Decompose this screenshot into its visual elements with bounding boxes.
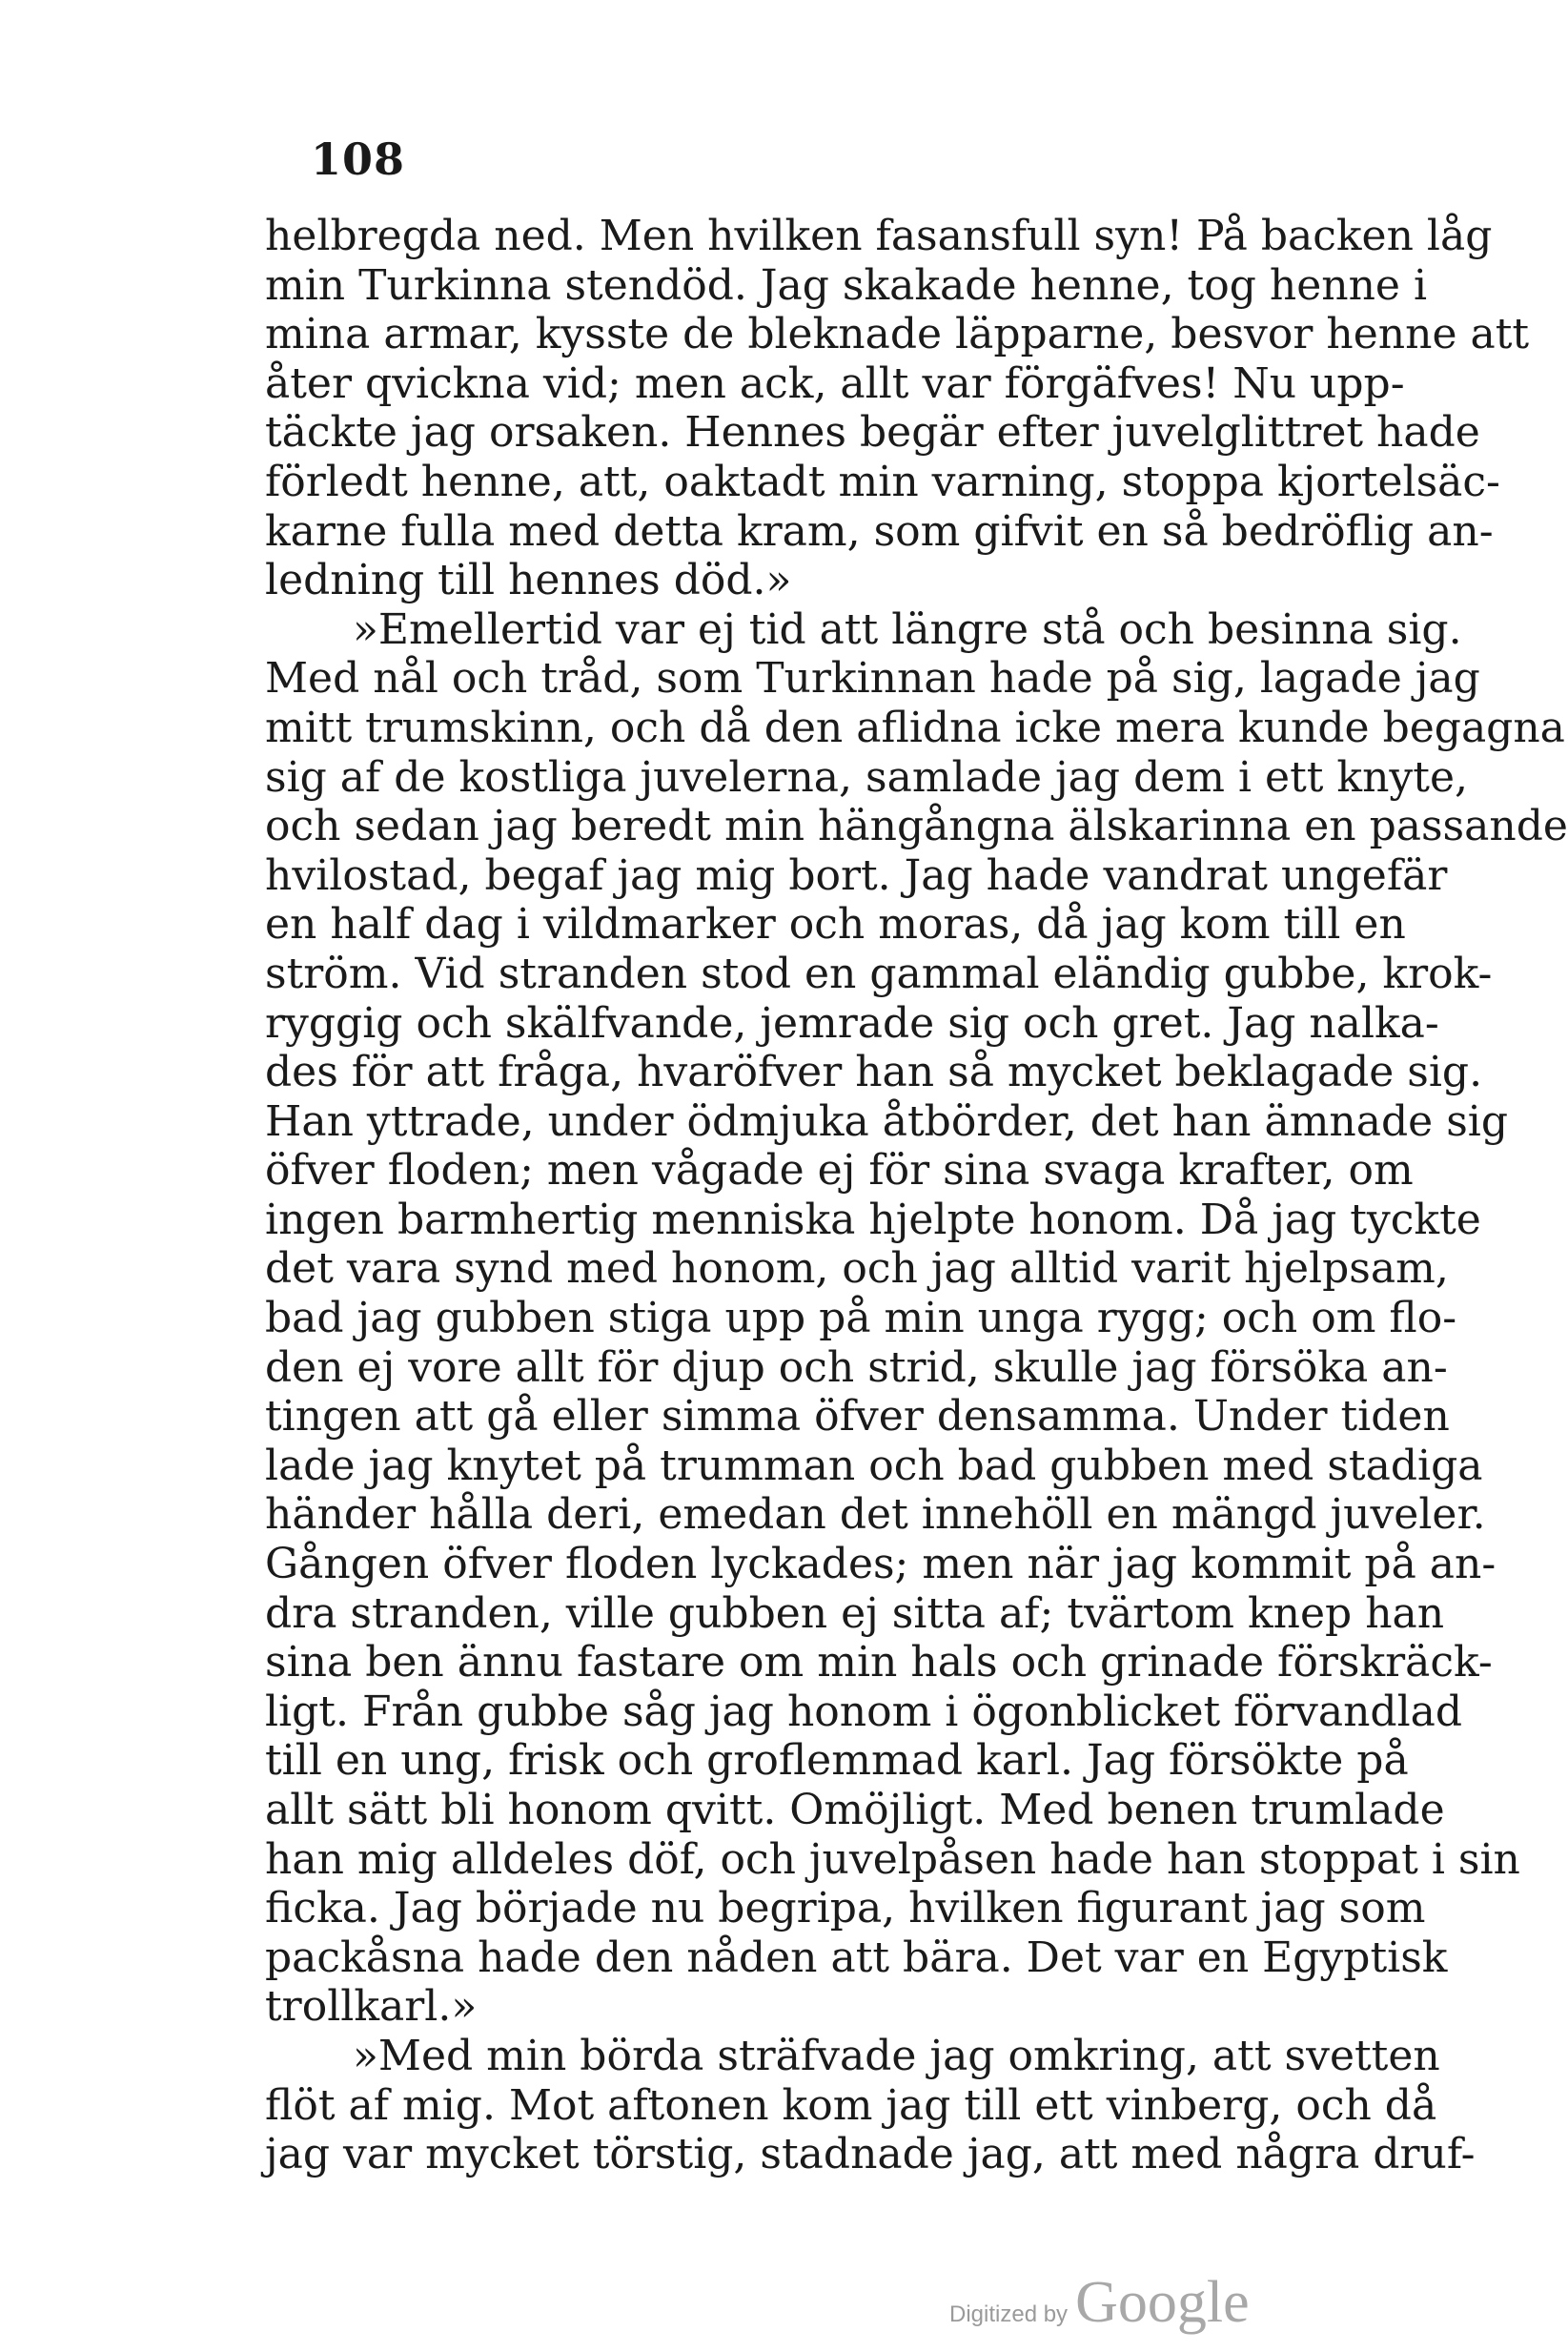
text-line: täckte jag orsaken. Hennes begär efter juvelglittret hade [265,408,1480,458]
text-line: packåsna hade den nåden att bära. Det var en Egyptisk [265,1933,1448,1982]
text-line: åter qvickna vid; men ack, allt var förgäfves! Nu upp- [265,358,1405,408]
text-line: sig af de kostliga juvelerna, samlade jag dem i ett knyte, [265,752,1468,802]
text-line: ingen barmhertig menniska hjelpte honom. Då jag tyckte [265,1195,1481,1244]
text-line: hvilostad, begaf jag mig bort. Jag hade vandrat ungefär [265,850,1448,900]
text-line: förledt henne, att, oaktadt min varning, stoppa kjortelsäc- [265,457,1500,506]
text-line: Med nål och tråd, som Turkinnan hade på sig, lagade jag [265,654,1480,704]
text-line: ryggig och skälfvande, jemrade sig och gret. Jag nalka- [265,998,1439,1048]
text-line: mitt trumskinn, och då den aflidna icke mera kunde begagna [265,703,1565,752]
text-line: och sedan jag beredt min hängångna älskarinna en passande [265,802,1568,851]
google-logo-text: Google [1075,2270,1250,2335]
text-line: sina ben ännu fastare om min hals och grinade förskräck- [265,1638,1493,1687]
text-line: till en ung, frisk och groflemmad karl. Jag försökte på [265,1736,1409,1786]
page-number: 108 [311,133,406,185]
paragraph-start-line: »Med min börda sträfvade jag omkring, att svetten [353,2031,1440,2080]
text-line: öfver floden; men vågade ej för sina svaga krafter, om [265,1146,1414,1196]
text-line: den ej vore allt för djup och strid, skulle jag försöka an- [265,1342,1448,1392]
digitized-watermark [949,2269,1250,2337]
text-line: Han yttrade, under ödmjuka åtbörder, det han ämnade sig [265,1096,1509,1146]
text-line: en half dag i vildmarker och moras, då jag kom till en [265,900,1406,950]
text-line: allt sätt bli honom qvitt. Omöjligt. Med benen trumlade [265,1786,1445,1834]
text-line: bad jag gubben stiga upp på min unga rygg; och om flo- [265,1294,1457,1343]
paragraph-start-line: »Emellertid var ej tid att längre stå och besinna sig. [353,604,1462,654]
text-line: ström. Vid stranden stod en gammal eländig gubbe, krok- [265,949,1493,998]
text-line: ficka. Jag började nu begripa, hvilken figurant jag som [265,1884,1426,1933]
text-line: flöt af mig. Mot aftonen kom jag till ett vinberg, och då [265,2080,1437,2130]
digitized-by-label: Digitized by [949,2301,1069,2327]
text-line: ledning till hennes död.» [265,556,792,605]
text-line: min Turkinna stendöd. Jag skakade henne, tog henne i [265,260,1428,310]
body-text [265,212,1568,2179]
text-line: ligt. Från gubbe såg jag honom i ögonblicket förvandlad [265,1687,1463,1736]
text-line: jag var mycket törstig, stadnade jag, att med några druf- [265,2130,1476,2179]
text-line: helbregda ned. Men hvilken fasansfull syn! På backen låg [265,212,1493,260]
text-line: dra stranden, ville gubben ej sitta af; tvärtom knep han [265,1588,1445,1638]
text-line: tingen att gå eller simma öfver densamma. Under tiden [265,1392,1450,1442]
text-line: karne fulla med detta kram, som gifvit en så bedröflig an- [265,506,1494,556]
text-line: det vara synd med honom, och jag alltid varit hjelpsam, [265,1244,1449,1294]
text-line: Gången öfver floden lyckades; men när jag kommit på an- [265,1540,1497,1589]
text-line: lade jag knytet på trumman och bad gubben med stadiga [265,1441,1483,1490]
text-line: mina armar, kysste de bleknade läpparne, besvor henne att [265,310,1530,359]
text-line: händer hålla deri, emedan det innehöll en mängd juveler. [265,1490,1486,1540]
text-line: trollkarl.» [265,1982,478,2032]
text-line: des för att fråga, hvaröfver han så mycket beklagade sig. [265,1048,1483,1097]
text-line: han mig alldeles döf, och juvelpåsen hade han stoppat i sin [265,1834,1520,1884]
